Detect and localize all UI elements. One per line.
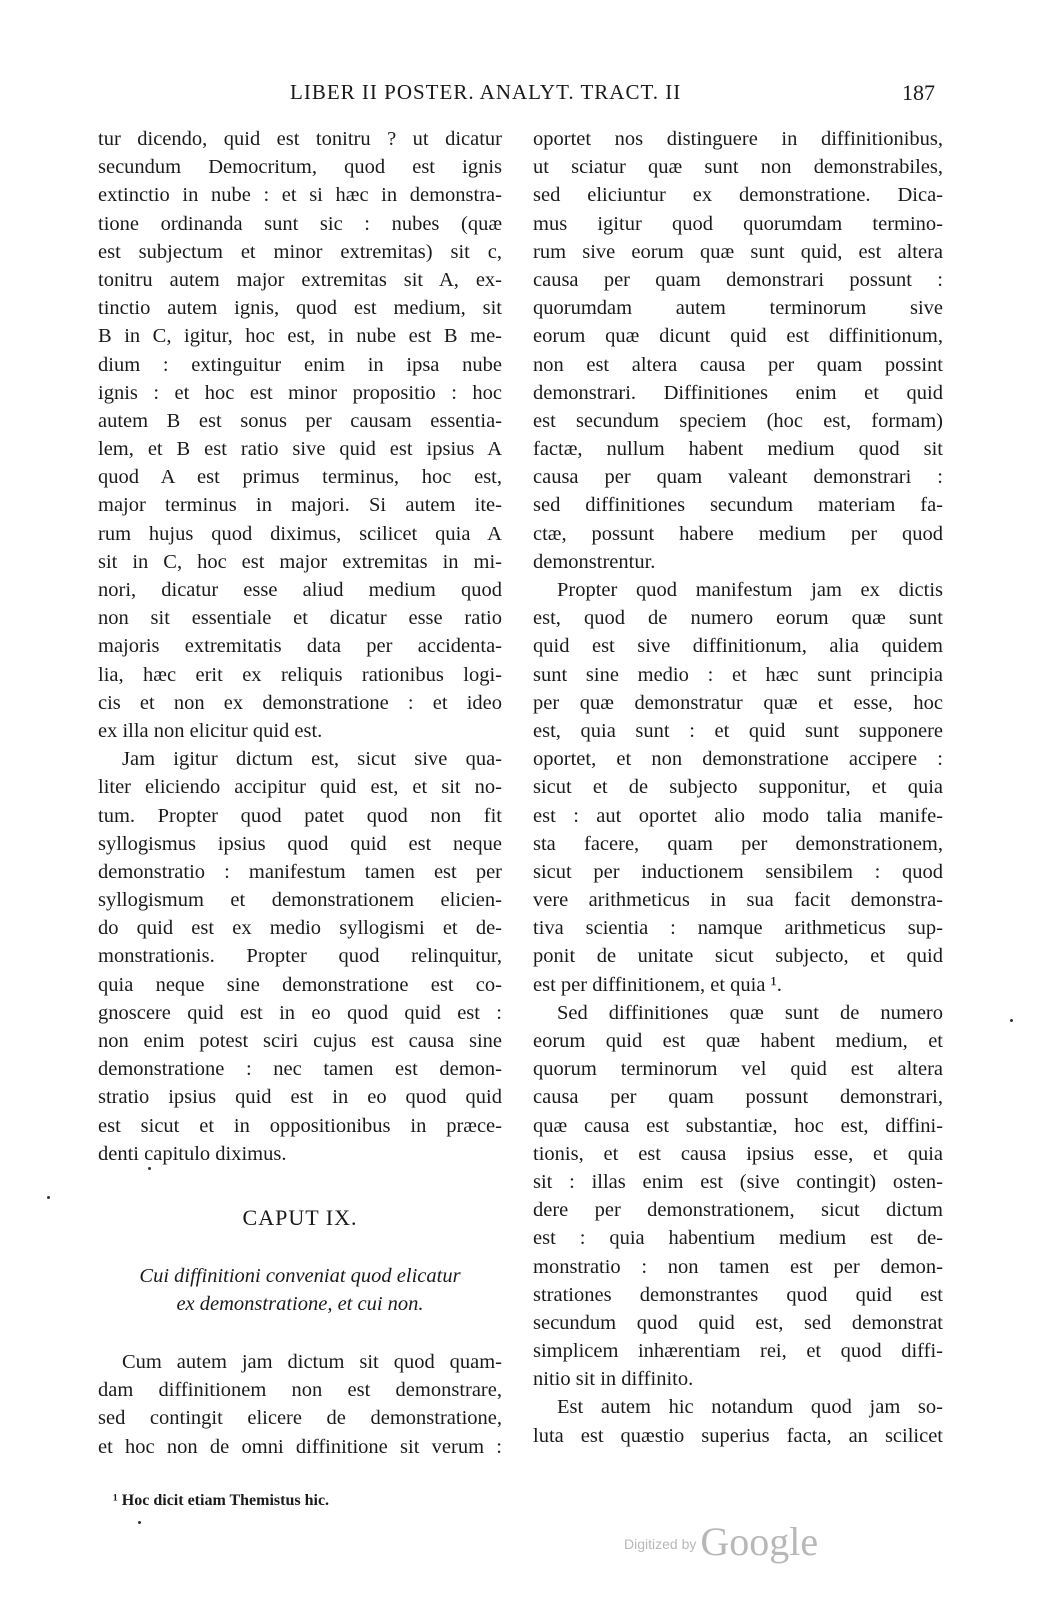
right-column-text bbox=[533, 125, 943, 1450]
text-line: eorum quæ dicunt quid est diffinitionum, bbox=[533, 325, 943, 348]
text-line: quid est sive diffinitionum, alia quidem bbox=[533, 635, 943, 658]
text-line: Est autem hic notandum quod jam so- bbox=[557, 1396, 943, 1419]
watermark-label: Digitized by bbox=[624, 1536, 697, 1552]
text-line: secundum Democritum, quod est ignis bbox=[98, 156, 502, 179]
text-line: est, quod de numero eorum quæ sunt bbox=[533, 607, 943, 630]
text-line: quæ causa est substantiæ, hoc est, diffini- bbox=[533, 1114, 943, 1137]
text-line: causa per quam valeant demonstrari : bbox=[533, 466, 943, 489]
text-line: tinctio autem ignis, quod est medium, sit bbox=[98, 297, 502, 320]
text-line: lia, hæc erit ex reliquis rationibus logi- bbox=[98, 663, 502, 686]
text-line: eorum quid est quæ habent medium, et bbox=[533, 1030, 943, 1052]
running-header: LIBER II POSTER. ANALYT. TRACT. II bbox=[290, 80, 682, 104]
text-line: syllogismus ipsius quod quid est neque bbox=[98, 832, 502, 855]
text-line: monstratio : non tamen est per demon- bbox=[533, 1255, 943, 1278]
speck-mark bbox=[148, 1167, 151, 1170]
text-line: sunt sine medio : et hæc sunt principia bbox=[533, 663, 943, 686]
text-line: quorumdam autem terminorum sive bbox=[533, 297, 943, 320]
text-line: ex illa non elicitur quid est. bbox=[98, 719, 323, 742]
text-line: ut sciatur quæ sunt non demonstrabiles, bbox=[533, 156, 943, 179]
text-line: est secundum speciem (hoc est, formam) bbox=[533, 409, 943, 432]
text-line: dium : extinguitur enim in ipsa nube bbox=[98, 353, 502, 376]
text-line: oportet nos distinguere in diffinitionibus, bbox=[533, 128, 943, 150]
text-line: ignis : et hoc est minor propositio : hoc bbox=[98, 381, 502, 404]
chapter-subtitle-line: ex demonstratione, et cui non. bbox=[176, 1293, 424, 1315]
text-line: sicut per inductionem sensibilem : quod bbox=[533, 860, 943, 883]
text-line: sta facere, quam per demonstrationem, bbox=[533, 832, 943, 855]
text-line: causa per quam demonstrari possunt : bbox=[533, 268, 943, 291]
text-line: demonstratione : nec tamen est demon- bbox=[98, 1058, 502, 1081]
text-line: nori, dicatur esse aliud medium quod bbox=[98, 579, 502, 601]
footnote: ¹ Hoc dicit etiam Themistus hic. bbox=[113, 1492, 330, 1509]
text-line: monstrationis. Propter quod relinquitur, bbox=[98, 945, 502, 968]
text-line: luta est quæstio superius facta, an scilicet bbox=[533, 1424, 943, 1447]
text-line: causa per quam possunt demonstrari, bbox=[533, 1086, 943, 1109]
text-line: Sed diffinitiones quæ sunt de numero bbox=[557, 1001, 943, 1024]
text-line: ctæ, possunt habere medium per quod bbox=[533, 522, 943, 545]
text-line: tum. Propter quod patet quod non fit bbox=[98, 804, 502, 827]
text-line: demonstratio : manifestum tamen est per bbox=[98, 860, 502, 883]
text-line: et hoc non de omni diffinitione sit verum : bbox=[98, 1435, 502, 1458]
text-line: sicut et de subjecto supponitur, et quia bbox=[533, 776, 943, 799]
chapter-subtitle-line: Cui diffinitioni conveniat quod elicatur bbox=[139, 1265, 461, 1287]
speck-mark bbox=[47, 1196, 50, 1199]
text-line: Cum autem jam dictum sit quod quam- bbox=[122, 1351, 502, 1373]
text-line: rum hujus quod diximus, scilicet quia A bbox=[98, 522, 502, 545]
left-column-text bbox=[98, 125, 502, 1168]
text-line: Jam igitur dictum est, sicut sive qua- bbox=[122, 748, 502, 771]
text-line: ponit de unitate sicut subjecto, et quid bbox=[533, 945, 943, 968]
text-line: non est altera causa per quam possint bbox=[533, 353, 943, 376]
text-line: tionis, et est causa ipsius esse, et quia bbox=[533, 1142, 943, 1165]
text-line: dere per demonstrationem, sicut dictum bbox=[533, 1199, 943, 1222]
text-line: mus igitur quod quorumdam termino- bbox=[533, 212, 943, 235]
text-line: est : quia habentium medium est de- bbox=[533, 1227, 943, 1250]
text-line: cis et non ex demonstratione : et ideo bbox=[98, 691, 502, 714]
text-line: syllogismum et demonstrationem elicien- bbox=[98, 889, 502, 912]
speck-mark bbox=[138, 1521, 141, 1524]
text-line: est, quia sunt : et quid sunt supponere bbox=[533, 719, 943, 742]
text-line: demonstrentur. bbox=[533, 550, 656, 573]
digitized-watermark bbox=[624, 1518, 818, 1565]
text-line: est sicut et in oppositionibus in præce- bbox=[98, 1114, 502, 1137]
text-line: demonstrari. Diffinitiones enim et quid bbox=[533, 381, 943, 404]
text-line: sit in C, hoc est major extremitas in mi- bbox=[98, 550, 502, 573]
text-line: major terminus in majori. Si autem ite- bbox=[98, 494, 502, 517]
text-line: factæ, nullum habent medium quod sit bbox=[533, 438, 943, 461]
text-line: lem, et B est ratio sive quid est ipsius A bbox=[98, 438, 502, 461]
text-line: majoris extremitatis data per accidenta- bbox=[98, 635, 502, 658]
text-line: denti capitulo diximus. bbox=[98, 1142, 287, 1165]
text-line: quod A est primus terminus, hoc est, bbox=[98, 466, 502, 489]
text-line: per quæ demonstratur quæ et esse, hoc bbox=[533, 691, 943, 714]
text-line: tiva scientia : namque arithmeticus sup- bbox=[533, 917, 943, 940]
text-line: tur dicendo, quid est tonitru ? ut dicatur bbox=[98, 128, 502, 150]
text-line: gnoscere quid est in eo quod quid est : bbox=[98, 1001, 502, 1024]
text-line: non enim potest sciri cujus est causa sine bbox=[98, 1030, 502, 1052]
text-line: strationes demonstrantes quod quid est bbox=[533, 1283, 943, 1306]
text-line: sed contingit elicere de demonstratione, bbox=[98, 1407, 502, 1430]
text-line: nitio sit in diffinito. bbox=[533, 1368, 694, 1391]
chapter-title: CAPUT IX. bbox=[242, 1205, 358, 1230]
text-line: rum sive eorum quæ sunt quid, est altera bbox=[533, 240, 943, 263]
text-line: dam diffinitionem non est demonstrare, bbox=[98, 1379, 502, 1402]
text-line: Propter quod manifestum jam ex dictis bbox=[557, 579, 943, 601]
chapter-subtitle bbox=[94, 1262, 506, 1318]
text-line: non sit essentiale et dicatur esse ratio bbox=[98, 607, 502, 630]
text-line: B in C, igitur, hoc est, in nube est B me- bbox=[98, 325, 502, 348]
text-line: secundum quod quid est, sed demonstrat bbox=[533, 1311, 943, 1334]
text-line: est per diffinitionem, et quia ¹. bbox=[533, 973, 782, 996]
speck-mark bbox=[1010, 1019, 1013, 1022]
text-line: liter eliciendo accipitur quid est, et sit no- bbox=[98, 776, 502, 799]
chapter-body-text bbox=[98, 1348, 502, 1461]
text-line: tione ordinanda sunt sic : nubes (quæ bbox=[98, 212, 502, 235]
text-line: oportet, et non demonstratione accipere : bbox=[533, 748, 943, 771]
page-number: 187 bbox=[902, 80, 935, 105]
text-line: vere arithmeticus in sua facit demonstra- bbox=[533, 889, 943, 912]
text-line: sed diffinitiones secundum materiam fa- bbox=[533, 494, 943, 517]
text-line: est : aut oportet alio modo talia manife- bbox=[533, 804, 943, 827]
text-line: extinctio in nube : et si hæc in demonstra- bbox=[98, 184, 502, 207]
text-line: est subjectum et minor extremitas) sit c, bbox=[98, 240, 502, 263]
text-line: quorum terminorum vel quid est altera bbox=[533, 1058, 943, 1081]
text-line: sit : illas enim est (sive contingit) osten- bbox=[533, 1170, 943, 1193]
text-line: sed eliciuntur ex demonstratione. Dica- bbox=[533, 184, 943, 207]
text-line: quia neque sine demonstratione est co- bbox=[98, 973, 502, 996]
google-logo: Google bbox=[700, 1519, 819, 1564]
text-line: tonitru autem major extremitas sit A, ex- bbox=[98, 268, 502, 291]
text-line: stratio ipsius quid est in eo quod quid bbox=[98, 1086, 502, 1109]
text-line: autem B est sonus per causam essentia- bbox=[98, 409, 502, 432]
text-line: simplicem inhærentiam rei, et quod diffi- bbox=[533, 1340, 943, 1363]
text-line: do quid est ex medio syllogismi et de- bbox=[98, 917, 502, 940]
